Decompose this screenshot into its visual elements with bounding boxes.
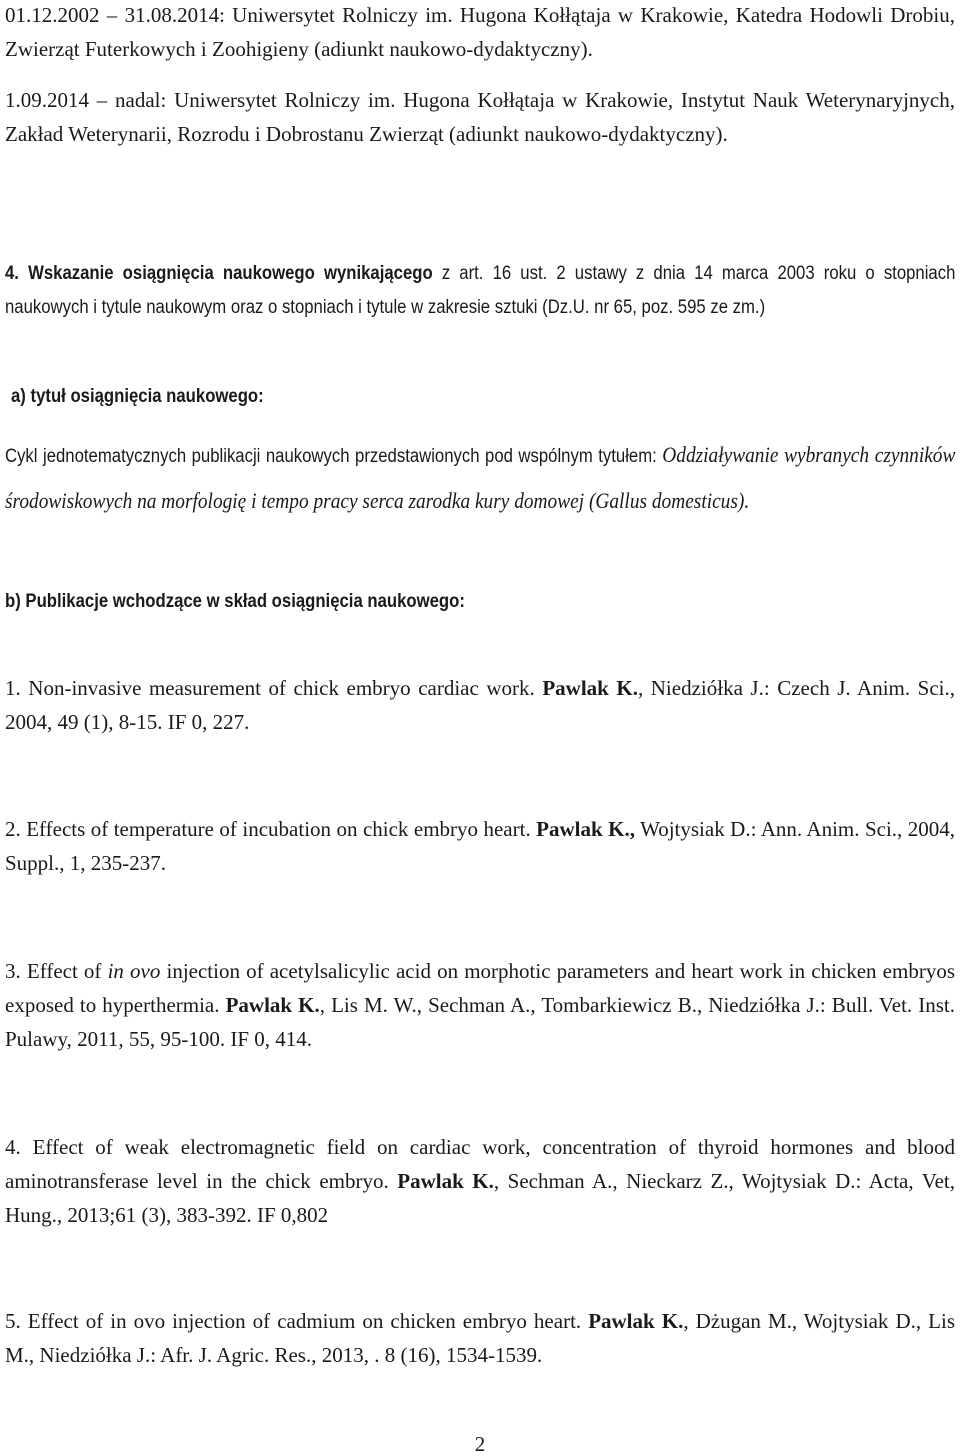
achievement-title-italic: Oddziaływanie wybranych czynników środowiskowych na morfologię i tempo pracy serca zarodka kury domowej (Gallus domesticus). <box>5 442 956 513</box>
publication-4-author: Pawlak K. <box>397 1169 494 1193</box>
publication-1 <box>5 671 955 739</box>
publication-1-title: 1. Non-invasive measurement of chick embryo cardiac work. <box>5 676 543 700</box>
publication-3-citation: , Lis M. W., Sechman A., Tombarkiewicz B., Niedziółka J.: Bull. Vet. Inst. Pulawy, 2011, 55, 95-100. IF 0, 414. <box>5 993 955 1051</box>
employment-entry-2-text: 1.09.2014 – nadal: Uniwersytet Rolniczy im. Hugona Kołłątaja w Krakowie, Instytut Nauk Weterynaryjnych, Zakład Weterynarii, Rozrodu i Dobrostanu Zwierząt (adiunkt naukowo-dydaktyczny). <box>5 88 955 146</box>
document-page <box>5 0 955 1455</box>
employment-entry-2 <box>5 83 955 151</box>
publication-4-title: 4. Effect of weak electromagnetic field on cardiac work, concentration of thyroid hormones and blood aminotransferase level in the chick embryo. <box>5 1135 955 1193</box>
publication-1-citation: , Niedziółka J.: Czech J. Anim. Sci., 2004, 49 (1), 8-15. IF 0, 227. <box>5 676 956 734</box>
subsection-a-heading <box>11 380 960 414</box>
publication-4 <box>5 1130 955 1232</box>
publication-5 <box>5 1304 955 1372</box>
subsection-b-heading <box>5 585 955 619</box>
subsection-b-heading-text: b) Publikacje wchodzące w skład osiągnięcia naukowego: <box>5 591 465 612</box>
publication-5-title: 5. Effect of in ovo injection of cadmium on chicken embryo heart. <box>5 1309 589 1333</box>
publication-2-author: Pawlak K., <box>536 817 635 841</box>
achievement-title <box>5 433 955 525</box>
achievement-title-intro: Cykl jednotematycznych publikacji naukowych przedstawionych pod wspólnym tytułem: <box>5 446 657 467</box>
publication-3 <box>5 954 955 1056</box>
publication-2 <box>5 812 955 880</box>
publication-5-citation: , Dżugan M., Wojtysiak D., Lis M., Niedziółka J.: Afr. J. Agric. Res., 2013, . 8 (16), 1534-1539. <box>5 1309 955 1367</box>
publication-2-citation: Wojtysiak D.: Ann. Anim. Sci., 2004, Suppl., 1, 235-237. <box>5 817 956 875</box>
publication-3-title-start: 3. Effect of <box>5 959 108 983</box>
page-number: 2 <box>474 1432 486 1456</box>
publication-3-title-rest: injection of acetylsalicylic acid on morphotic parameters and heart work in chicken embryos exposed to hyperthermia. <box>5 959 955 1017</box>
employment-entry-1 <box>5 0 955 66</box>
employment-entry-1-text: 01.12.2002 – 31.08.2014: Uniwersytet Rolniczy im. Hugona Kołłątaja w Krakowie, Katedra Hodowli Drobiu, Zwierząt Futerkowych i Zoohigieny (adiunkt naukowo-dydaktyczny). <box>5 3 955 61</box>
publication-4-citation: , Sechman A., Nieckarz Z., Wojtysiak D.: Acta, Vet, Hung., 2013;61 (3), 383-392. IF 0,802 <box>5 1169 955 1227</box>
section-4-heading <box>5 257 955 325</box>
publication-3-author: Pawlak K. <box>225 993 320 1017</box>
section-4-heading-bold: 4. Wskazanie osiągnięcia naukowego wynikającego <box>5 263 433 284</box>
publication-3-title-italic: in ovo <box>107 959 161 983</box>
section-4-heading-rest: z art. 16 ust. 2 ustawy z dnia 14 marca 2003 roku o stopniach naukowych i tytule naukowym oraz o stopniach i tytule w zakresie sztuki (Dz.U. nr 65, poz. 595 ze zm.) <box>5 263 956 318</box>
publication-2-title: 2. Effects of temperature of incubation on chick embryo heart. <box>5 817 537 841</box>
publication-1-author: Pawlak K. <box>542 676 638 700</box>
publication-5-author: Pawlak K. <box>588 1309 684 1333</box>
subsection-a-heading-text: a) tytuł osiągnięcia naukowego: <box>11 386 264 407</box>
